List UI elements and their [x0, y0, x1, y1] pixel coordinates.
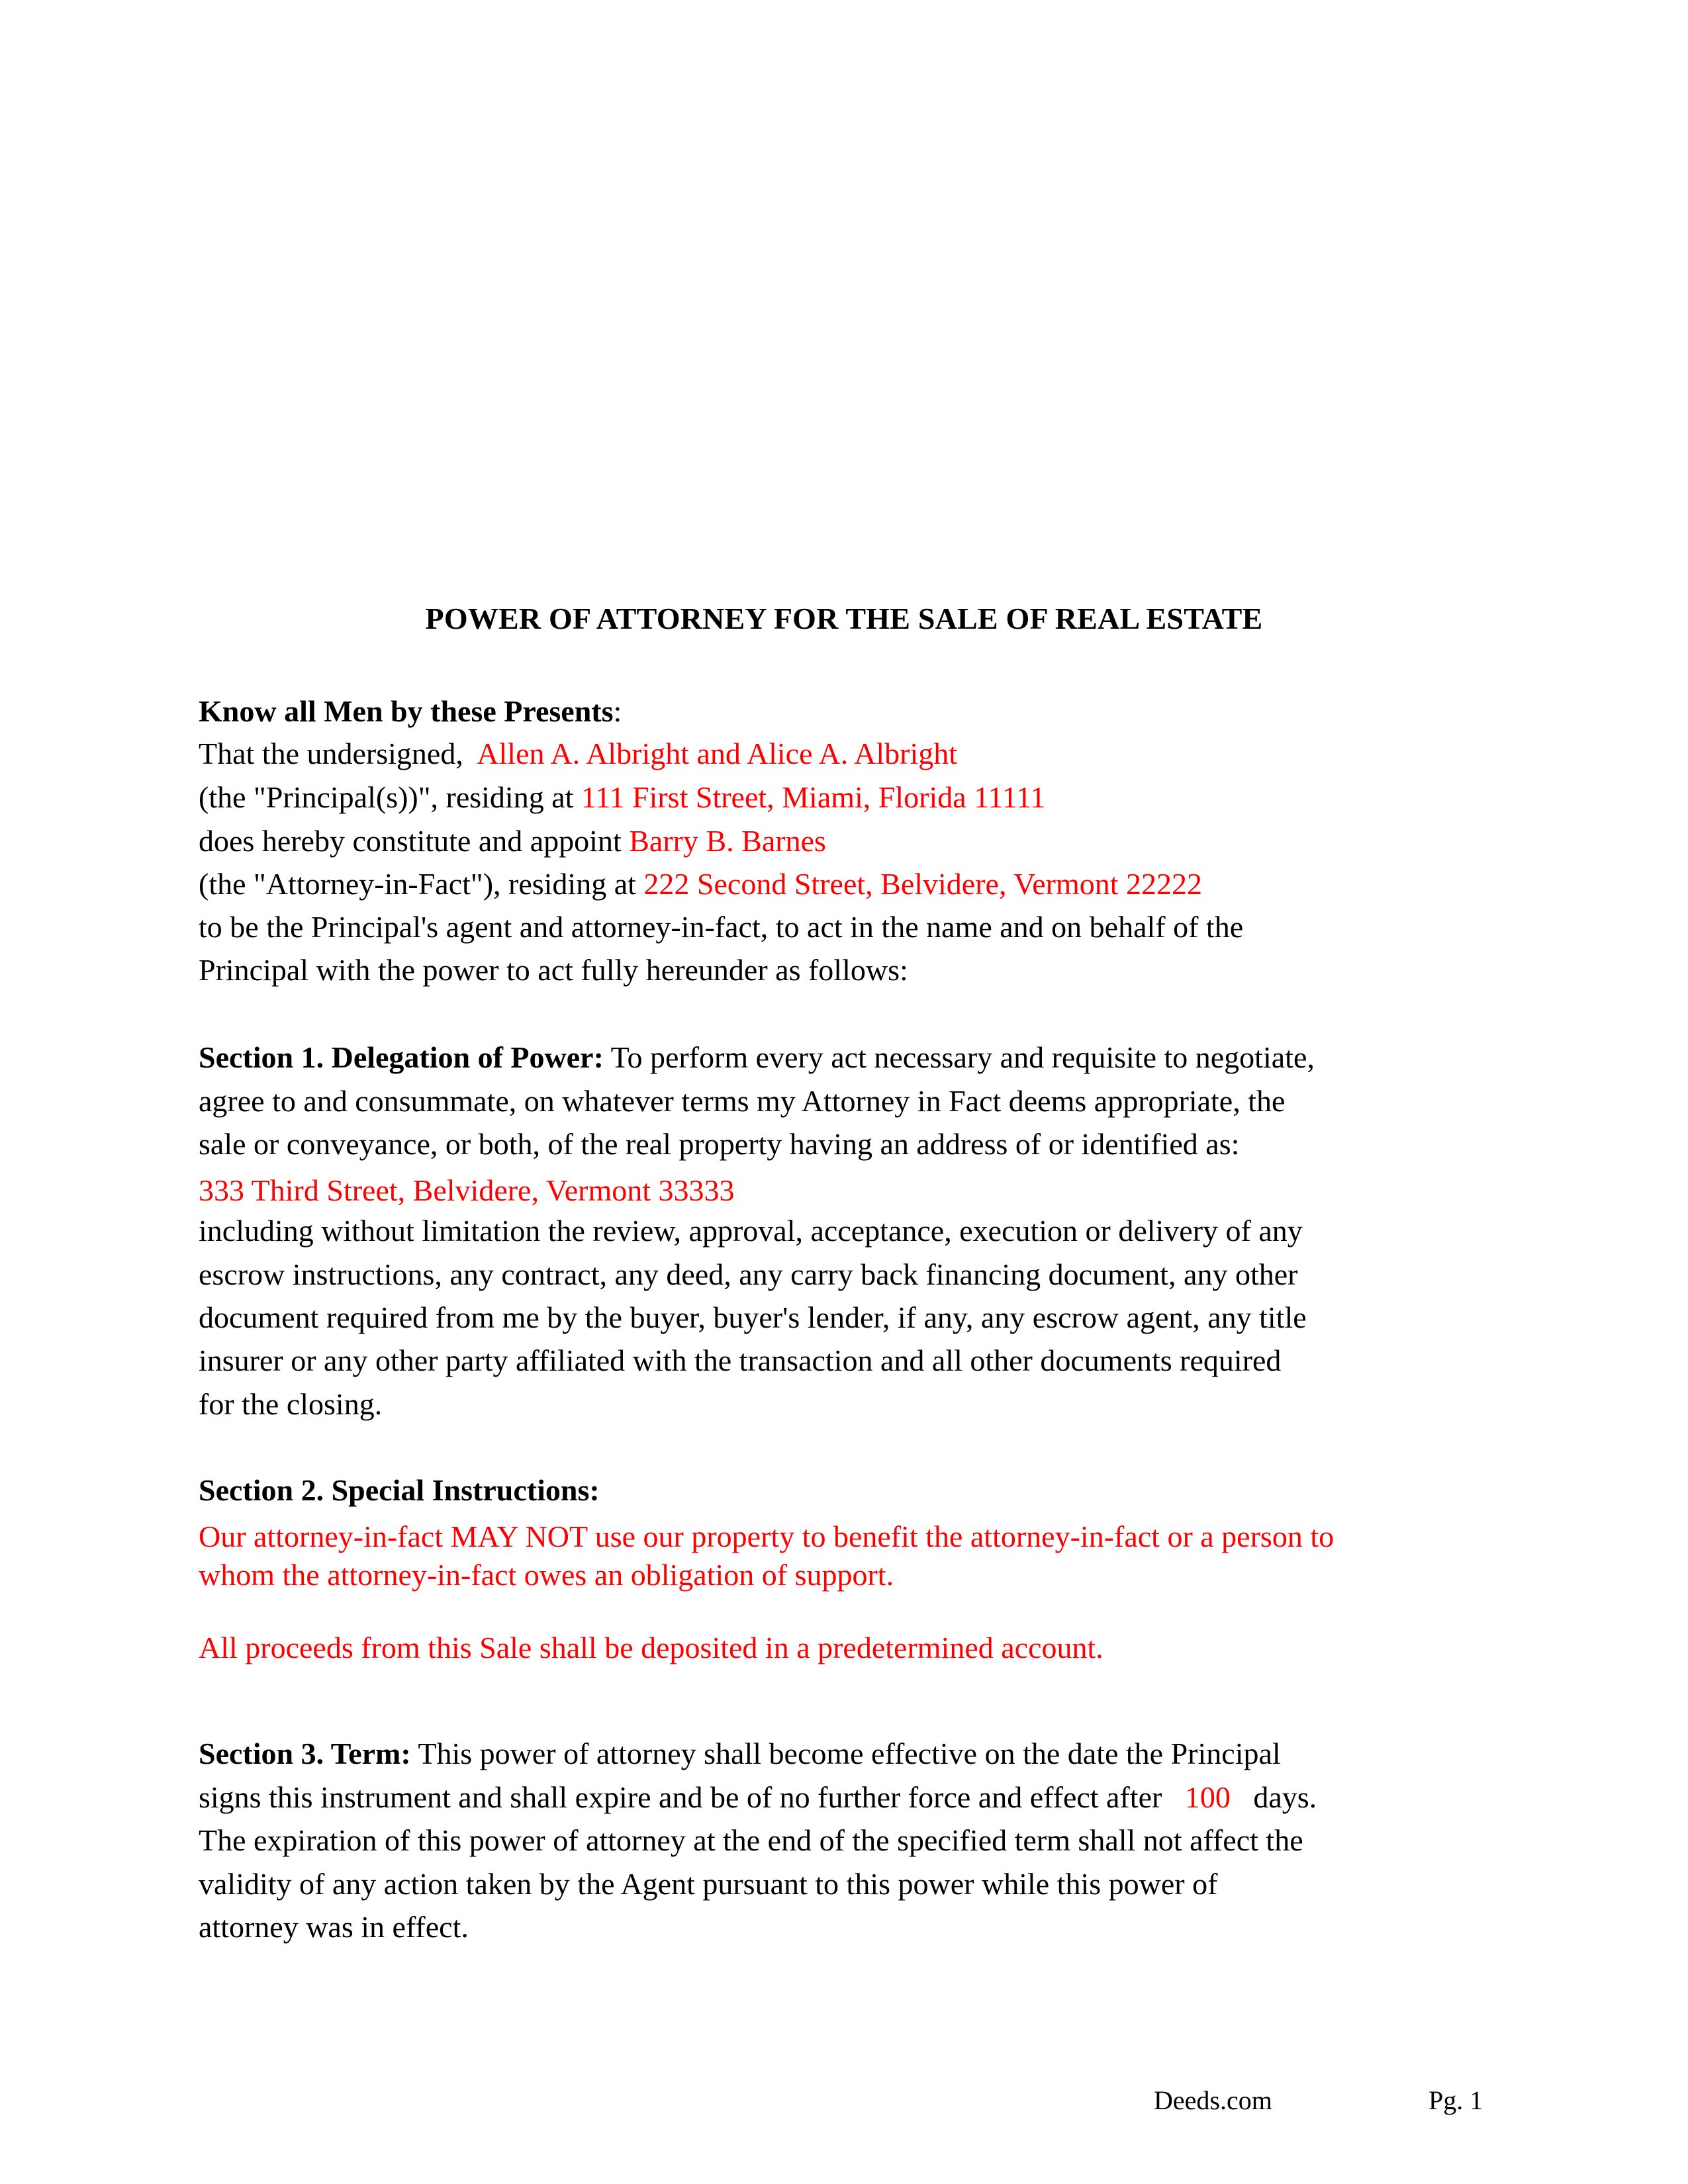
special-instruction-1-line-2: whom the attorney-in-fact owes an obligation of support. — [199, 1558, 894, 1592]
intro-line-attorney-address — [199, 864, 1202, 904]
section3-line-5: attorney was in effect. — [199, 1910, 469, 1944]
section1-line-6: escrow instructions, any contract, any deed, any carry back financing document, any other — [199, 1257, 1298, 1291]
section3-line-2 — [199, 1778, 1317, 1817]
section1-line-2: agree to and consummate, on whatever terms my Attorney in Fact deems appropriate, the — [199, 1084, 1286, 1118]
section3-line1-rest: This power of attorney shall become effective on the date the Principal — [418, 1737, 1281, 1770]
section1-line-5: including without limitation the review, approval, acceptance, execution or delivery of any — [199, 1214, 1303, 1248]
footer-source: Deeds.com — [1154, 2085, 1272, 2115]
intro-heading: Know all Men by these Presents — [199, 694, 614, 728]
intro-heading-line — [199, 692, 622, 731]
intro-heading-colon: : — [613, 694, 622, 728]
section1-heading: Section 1. Delegation of Power: — [199, 1040, 604, 1074]
section3-line-1 — [199, 1734, 1281, 1774]
intro-line2-label: (the "Principal(s))", residing at — [199, 780, 574, 814]
section2-heading: Section 2. Special Instructions: — [199, 1473, 600, 1507]
document-title: POWER OF ATTORNEY FOR THE SALE OF REAL ESTATE — [425, 602, 1263, 635]
attorney-address-field: 222 Second Street, Belvidere, Vermont 22222 — [643, 867, 1203, 901]
section1-line1-rest: To perform every act necessary and requisite to negotiate, — [610, 1040, 1315, 1074]
principals-field: Allen A. Albright and Alice A. Albright — [477, 737, 958, 770]
section1-line-9: for the closing. — [199, 1387, 383, 1421]
property-address-field: 333 Third Street, Belvidere, Vermont 33333 — [199, 1173, 735, 1207]
special-instruction-1-line-1: Our attorney-in-fact MAY NOT use our property to benefit the attorney-in-fact or a person to — [199, 1520, 1335, 1553]
section1-line-3: sale or conveyance, or both, of the real property having an address of or identified as: — [199, 1127, 1240, 1161]
intro-line1-label: That the undersigned, — [199, 737, 463, 770]
intro-line4-label: (the "Attorney-in-Fact"), residing at — [199, 867, 636, 901]
footer-page-number: Pg. 1 — [1429, 2085, 1483, 2115]
intro-line-principals — [199, 734, 957, 774]
principal-address-field: 111 First Street, Miami, Florida 11111 — [581, 780, 1046, 814]
intro-line-5: to be the Principal's agent and attorney-in-fact, to act in the name and on behalf of the — [199, 910, 1244, 944]
section3-line2-pre: signs this instrument and shall expire and be of no further force and effect after — [199, 1780, 1162, 1814]
attorney-name-field: Barry B. Barnes — [629, 824, 826, 858]
section1-line-7: document required from me by the buyer, buyer's lender, if any, any escrow agent, any title — [199, 1300, 1307, 1334]
term-days-field: 100 — [1184, 1780, 1231, 1814]
section1-line-8: insurer or any other party affiliated with the transaction and all other documents required — [199, 1343, 1282, 1377]
section1-line-1 — [199, 1038, 1315, 1077]
special-instruction-2: All proceeds from this Sale shall be deposited in a predetermined account. — [199, 1631, 1103, 1664]
section3-line2-post: days. — [1253, 1780, 1317, 1814]
section3-line-4: validity of any action taken by the Agent pursuant to this power while this power of — [199, 1867, 1218, 1901]
section3-heading: Section 3. Term: — [199, 1737, 411, 1770]
intro-line-attorney — [199, 821, 826, 861]
intro-line-6: Principal with the power to act fully hereunder as follows: — [199, 953, 908, 987]
intro-line3-label: does hereby constitute and appoint — [199, 824, 622, 858]
section3-line-3: The expiration of this power of attorney at the end of the specified term shall not affect the — [199, 1823, 1303, 1857]
intro-line-principal-address — [199, 778, 1045, 817]
